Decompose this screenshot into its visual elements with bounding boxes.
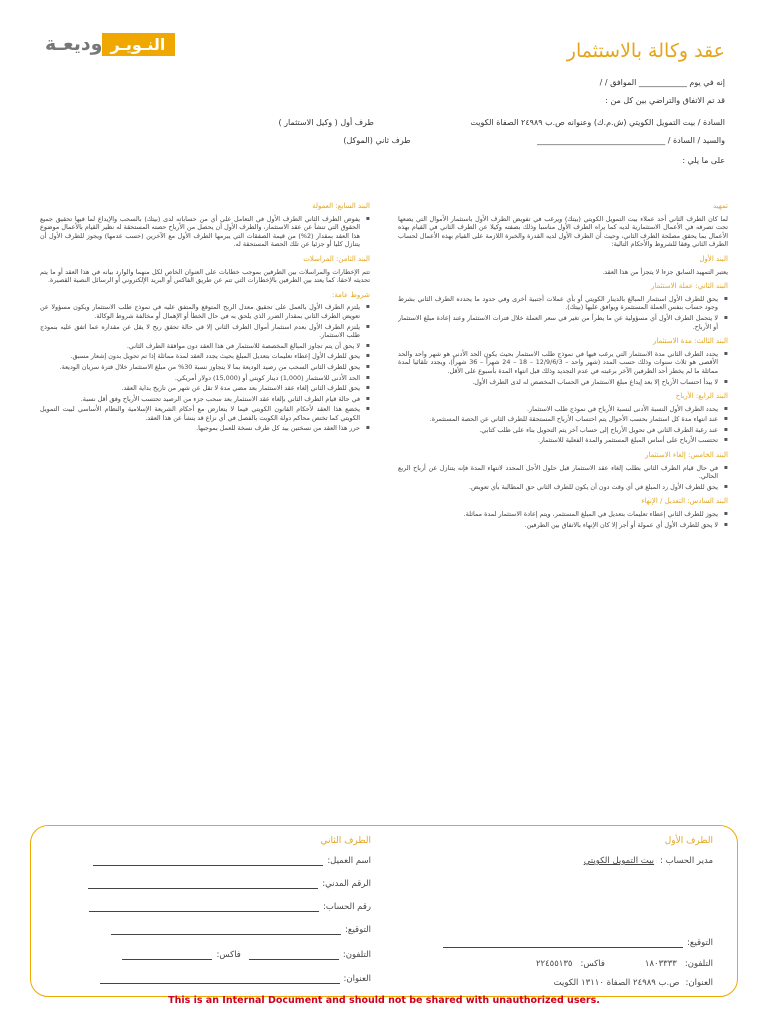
party1-fax-value: ٢٢٤٥٥١٣٥ bbox=[535, 959, 573, 969]
list-item: ▪ يحق للطرف الثاني السحب من رصيد الوديعة بما لا يتجاوز نسبة 30% من مبلغ الاستثمار خلال فترة سريان الوديعة. bbox=[40, 363, 370, 372]
list-item: ▪ حرر هذا العقد من نسختين بيد كل طرف نسخة للعمل بموجبها. bbox=[40, 424, 370, 433]
party2-account-label: رقم الحساب: bbox=[322, 902, 371, 912]
contract-body bbox=[40, 196, 728, 776]
header-whereas-line: على ما يلي : bbox=[682, 156, 725, 165]
party1-signature-label: التوقيع: bbox=[687, 938, 713, 948]
party2-role: طرف ثاني (الموكل) bbox=[343, 136, 411, 145]
document-title: عقد وكالة بالاستثمار bbox=[566, 40, 725, 62]
item5-heading: البند الخامس: إلغاء الاستثمار bbox=[645, 451, 728, 460]
party2-fax-line[interactable] bbox=[122, 950, 212, 960]
party1-manager-value: بيت التمويل الكويتي bbox=[583, 856, 655, 866]
party2-phone-label: التلفون: bbox=[342, 950, 371, 960]
signature-box bbox=[30, 825, 738, 997]
party2-fax-label: فاكس: bbox=[216, 950, 241, 960]
list-item: ▪ عند رغبة الطرف الثاني في تحويل الأرباح إلى حساب آخر يتم التحويل بناء على طلب كتابي. bbox=[398, 426, 728, 435]
item8-text: تتم الإخطارات والمراسلات بين الطرفين بموجب خطابات على العنوان الخاص لكل منهما والوارد بيانه في هذا العقد أو ما يتم تحديثه لاحقا، كما يعتد بين الطرفين بالإخطارات التي تتم عن طريق الفاكس أو البريد الإلكتروني أو الرسائل النصية القصيرة. bbox=[40, 267, 370, 285]
party2-account-field bbox=[89, 902, 371, 912]
list-item: ▪ لا يحق أن يتم تجاوز المبالغ المخصصة للاستثمار في هذا العقد دون موافقة الطرف الثاني. bbox=[40, 342, 370, 351]
party1-manager-field bbox=[584, 856, 713, 866]
party2-account-line[interactable] bbox=[89, 902, 319, 912]
item6-heading: البند السادس: التعديل / الإنهاء bbox=[641, 497, 728, 506]
party2-signature-title: الطرف الثاني bbox=[320, 836, 371, 846]
party2-civil-id-line[interactable] bbox=[88, 879, 318, 889]
intro-text: لما كان الطرف الثاني أحد عملاء بيت التمويل الكويتي (بيتك) ويرغب في تفويض الطرف الأول باستثمار الأموال التي يضعها تحت تصرفه في الأعمال الاستثمارية لديه كما يراه الطرف الأول مناسبا وذلك بصفته وكيلا عن الطرف الثاني في القيام بهذه الأعمال بما يحقق مصلحة الطرف الثاني، وحيث أن الطرف الأول لديه القدرة والخبرة اللازمة على القيام بهذه الأعمال لحساب الطرف الثاني وفقا للشروط والأحكام التالية: bbox=[398, 214, 728, 249]
party2-address-line[interactable] bbox=[100, 974, 340, 984]
list-item: ▪ الحد الأدنى للاستثمار (1,000) دينار كويتي أو (15,000) دولار أمريكي. bbox=[40, 374, 370, 383]
general-terms-heading: شروط عامة: bbox=[332, 290, 370, 299]
list-item: ▪ عند انتهاء مدة كل استثمار بحسب الأحوال يتم احتساب الأرباح المستحقة للطرف الثاني عن الحصة المستثمرة. bbox=[398, 415, 728, 424]
party1-fax-label: فاكس: bbox=[580, 959, 605, 969]
list-item: ▪ يحق للطرف الأول استثمار المبالغ بالدينار الكويتي أو بأي عملات أجنبية أخرى وفي حدود ما يحدده الطرف الثاني بشرط وجود حساب بنفس العملة المستثمرة ويوافق عليها (بيتك). bbox=[398, 295, 728, 312]
list-item: ▪ يجوز للطرف الثاني إعطاء تعليمات بتعديل في المبلغ المستثمر، ويتم إعادة الاستثمار لمدة مماثلة. bbox=[398, 510, 728, 519]
internal-document-notice: This is an Internal Document and should not be shared with unauthorized users. bbox=[168, 995, 600, 1006]
list-item: ▪ يلتزم الطرف الأول بعدم استثمار أموال الطرف الثاني إلا في حالة تحقق ربح لا يقل عن مقداره عما اتفق عليه بنموذج طلب الاستثمار. bbox=[40, 323, 370, 340]
party2-phone-field bbox=[122, 950, 371, 960]
item1-heading: البند الأول bbox=[699, 254, 728, 263]
party2-client-name-line[interactable] bbox=[93, 856, 323, 866]
list-item: ▪ يحق للطرف الثاني إلغاء عقد الاستثمار بعد مضي مدة لا تقل عن شهر من تاريخ بداية العقد. bbox=[40, 384, 370, 393]
list-item: ▪ تحتسب الأرباح على أساس المبلغ المستثمر والمدة الفعلية للاستثمار. bbox=[398, 436, 728, 445]
list-item: ▪ يفوض الطرف الثاني الطرف الأول في التعامل على أي من حساباته لدى (بيتك) بالسحب والإيداع لما فيها تحقيق جميع الحقوق التي تنشأ عن عقد الاستثمار، والطرف الأول أن يحصل من الأرباح حصته المستحقة له نظير القيام بالأعمال موضوع هذا العقد بمقدار (2%) من قيمة الصفقات التي يبرمها الطرف الأول مع الآخرين (حسب عدمها) ويجوز للطرف الأول أن يتنازل كليا أو جزئيا عن تلك الحصة المستحقة له. bbox=[40, 215, 370, 249]
party2-civil-id-field bbox=[88, 879, 371, 889]
header-party2-line bbox=[35, 136, 725, 145]
list-item: ▪ يحدد الطرف الثاني مدة الاستثمار التي يرغب فيها في نموذج طلب الاستثمار بحيث يكون الحد الأدنى هو شهر واحد والحد الأقصى هو ثلاث سنوات وذلك حسب المدد (شهر واحد – 12/9/6/3 – 18 – 24 شهراً – 36 شهراً)، ويجدد تلقائيا لمدة مماثلة ما لم يخطر أحد الطرفين الآخر برغبته في عدم التجديد وذلك قبل انتهاء المدة بأسبوع على الأقل. bbox=[398, 350, 728, 376]
party1-signature-field bbox=[443, 938, 713, 948]
logo-brand-text: النـويـر bbox=[102, 33, 175, 56]
party1-phone-field bbox=[536, 959, 713, 969]
party2-signature-label: التوقيع: bbox=[345, 925, 371, 935]
item7-heading: البند السابع: العمولة bbox=[312, 202, 370, 210]
list-item: ▪ يحدد الطرف الأول النسبة الأدنى لنسبة الأرباح في نموذج طلب الاستثمار. bbox=[398, 405, 728, 414]
party2-client-name-label: اسم العميل: bbox=[327, 856, 371, 866]
intro-heading: تمهيد bbox=[712, 202, 728, 210]
header-agreement-line: قد تم الاتفاق والتراضي بين كل من : bbox=[605, 96, 725, 105]
party1-phone-value: ١٨٠٣٣٣٣ bbox=[644, 959, 677, 969]
list-item: ▪ في حالة قيام الطرف الثاني بإلغاء عقد الاستثمار بعد سحب جزء من الرصيد تحتسب الأرباح وفق أقل نسبة. bbox=[40, 395, 370, 404]
party2-signature-field bbox=[111, 925, 371, 935]
party1-role: طرف أول ( وكيل الاستثمار ) bbox=[278, 118, 374, 127]
party1-description: السادة / بيت التمويل الكويتي (ش.م.ك) وعنوانه ص.ب ٢٤٩٨٩ الصفاة الكويت bbox=[470, 118, 725, 127]
nuwair-deposit-logo bbox=[40, 30, 175, 58]
party2-description: والسيد / السادة / ________________________________ bbox=[537, 136, 725, 145]
party2-civil-id-label: الرقم المدني: bbox=[322, 879, 371, 889]
item8-heading: البند الثامن: المراسلات bbox=[303, 254, 370, 263]
party2-phone-line[interactable] bbox=[249, 950, 339, 960]
party2-signature-line[interactable] bbox=[111, 925, 341, 935]
list-item: ▪ يلتزم الطرف الأول بالعمل على تحقيق معدل الربح المتوقع والمتفق عليه في نموذج طلب الاستثمار ويكون مسؤولا عن تعويض الطرف الثاني بمقدار الضرر الذي يلحق به في حال الخطأ أو الإهمال أو مخالفة شروط الوكالة. bbox=[40, 303, 370, 320]
logo-deposit-text: وديعـة bbox=[45, 33, 103, 55]
contract-right-column bbox=[398, 196, 728, 776]
list-item: ▪ يخضع هذا العقد لأحكام القانون الكويتي فيما لا يتعارض مع أحكام الشريعة الإسلامية والنظام الأساسي لبيت التمويل الكويتي كما تختص محاكم دولة الكويت بالفصل في أي نزاع قد ينشأ عن هذا العقد. bbox=[40, 405, 370, 422]
contract-left-column bbox=[40, 196, 370, 776]
header-party1-line bbox=[35, 118, 725, 127]
list-item: ▪ يحق للطرف الأول رد المبلغ في أي وقت دون أن يكون للطرف الثاني حق المطالبة بأي تعويض. bbox=[398, 483, 728, 492]
header-date-line: إنه في يوم ____________ الموافق / / bbox=[599, 78, 725, 87]
party2-client-name-field bbox=[93, 856, 371, 866]
item2-heading: البند الثاني: عملة الاستثمار bbox=[651, 282, 728, 291]
list-item: ▪ لا يبدأ احتساب الأرباح إلا بعد إيداع مبلغ الاستثمار في الحساب المخصص له لدى الطرف الأول. bbox=[398, 378, 728, 387]
party1-manager-label: مدير الحساب : bbox=[660, 856, 713, 866]
party1-signature-line[interactable] bbox=[443, 938, 683, 948]
list-item: ▪ لا يتحمل الطرف الأول أي مسؤولية عن ما يطرأ من تغير في سعر العملة خلال فترات الاستثمار وعند إعادة مبلغ الاستثمار أو الأرباح. bbox=[398, 314, 728, 331]
item4-heading: البند الرابع: الأرباح bbox=[675, 392, 728, 401]
party1-phone-label: التلفون: bbox=[684, 959, 713, 969]
list-item: ▪ في حال قيام الطرف الثاني بطلب إلغاء عقد الاستثمار قبل حلول الأجل المحدد لانتهاء المدة فإنه يتنازل عن أرباح الربع الحالي. bbox=[398, 464, 728, 481]
item1-text: يعتبر التمهيد السابق جزءا لا يتجزأ من هذا العقد. bbox=[602, 267, 728, 276]
party1-address-value: ص.ب ٢٤٩٨٩ الصفاة ١٣١١٠ الكويت bbox=[553, 978, 680, 988]
item3-heading: البند الثالث: مدة الاستثمار bbox=[652, 337, 728, 346]
party1-address-label: العنوان: bbox=[685, 978, 713, 988]
party2-address-label: العنوان: bbox=[343, 974, 371, 984]
list-item: ▪ يحق للطرف الأول إعطاء تعليمات بتعديل المبلغ بحيث يجدد العقد لمدة مماثلة إذا تم تحويل بدون إشعار مسبق. bbox=[40, 352, 370, 361]
list-item: ▪ لا يحق للطرف الأول أي عمولة أو أجر إلا كان الإنهاء بالاتفاق بين الطرفين. bbox=[398, 521, 728, 530]
party2-address-field bbox=[100, 974, 371, 984]
party1-address-field bbox=[554, 978, 713, 988]
party1-signature-title: الطرف الأول bbox=[664, 836, 713, 846]
